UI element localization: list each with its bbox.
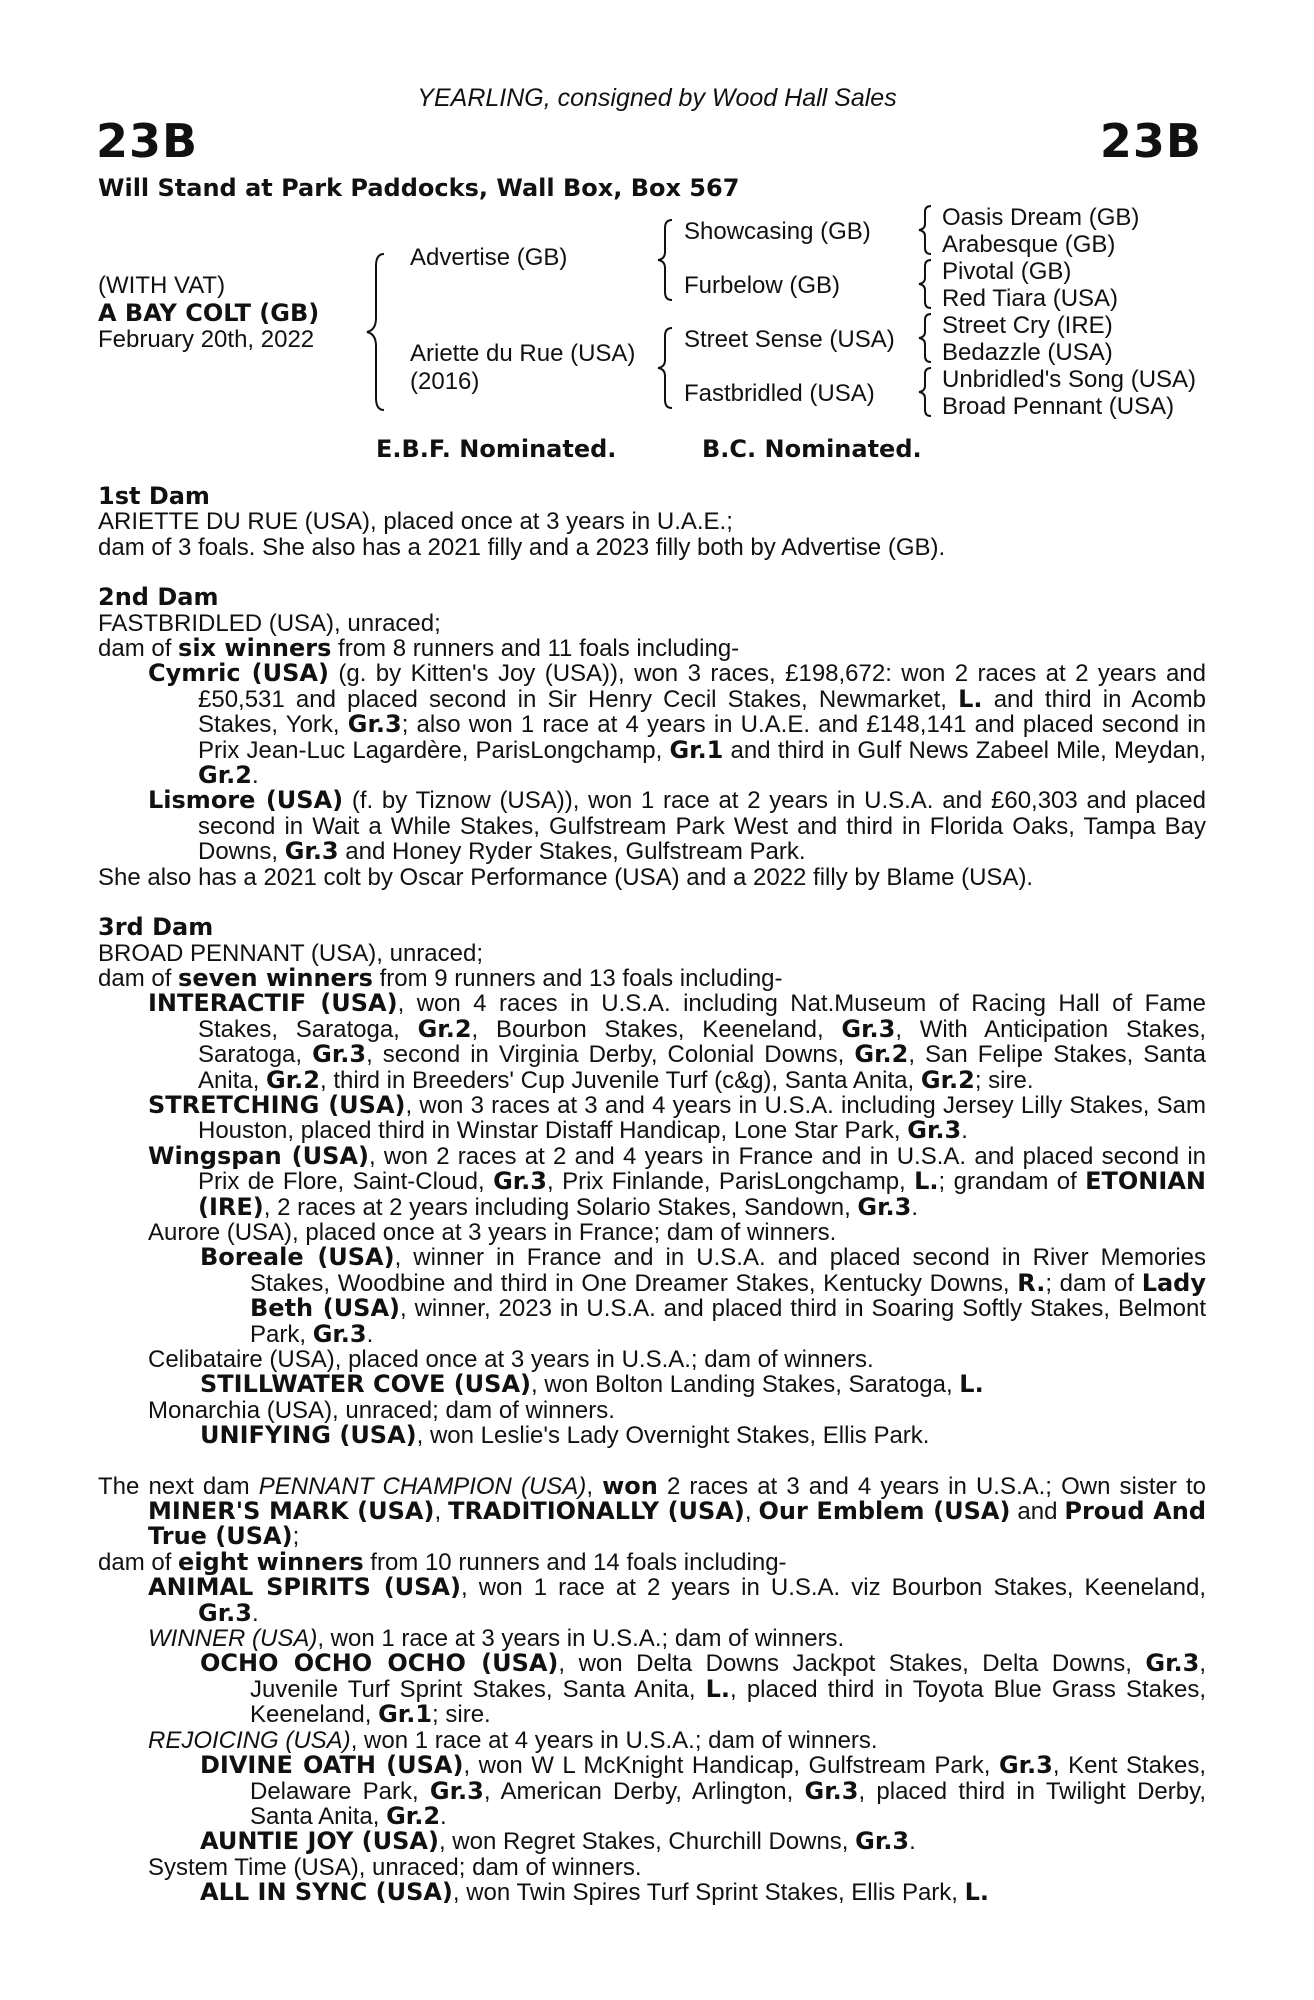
record-paragraph: DIVINE OATH (USA), won W L McKnight Handicap, Gulfstream Park, Gr.3, Kent Stakes, Delaware Park, Gr.3, American Derby, Arlington, Gr.3, placed third in Twilight Derby, Santa Anita, Gr.2. xyxy=(200,1751,1207,1830)
record-paragraph: ANIMAL SPIRITS (USA), won 1 race at 2 years in U.S.A. viz Bourbon Stakes, Keeneland, Gr.3. xyxy=(148,1573,1206,1627)
record-paragraph: dam of six winners from 8 runners and 11 foals including- xyxy=(98,634,740,663)
record-paragraph: STRETCHING (USA), won 3 races at 3 and 4 years in U.S.A. including Jersey Lilly Stakes, Sam Houston, placed third in Winstar Distaff Handicap, Lone Star Park, Gr.3. xyxy=(148,1090,1206,1145)
spacer xyxy=(98,890,1206,915)
foaling-date: February 20th, 2022 xyxy=(98,326,315,353)
record-paragraph: dam of eight winners from 10 runners and 14 foals including- xyxy=(98,1547,787,1576)
record-paragraph: The next dam PENNANT CHAMPION (USA), won 2 races at 3 and 4 years in U.S.A.; Own sister to MINER'S MARK (USA), TRADITIONALLY (USA), Our Emblem (USA) and Proud And True (USA); xyxy=(98,1471,1207,1551)
dam-sire: Street Sense (USA) xyxy=(684,326,895,353)
record-paragraph: dam of 3 foals. She also has a 2021 filly and a 2023 filly both by Advertise (GB). xyxy=(98,533,946,561)
dam-sire-dam: Bedazzle (USA) xyxy=(942,339,1113,366)
gen3-brace-1 xyxy=(916,204,934,256)
record-paragraph: Wingspan (USA), won 2 races at 2 and 4 years in France and in U.S.A. and placed second in Prix de Flore, Saint-Cloud, Gr.3, Prix Finlande, ParisLongchamp, L.; grandam of ETONIAN (IRE), 2 races at 2 years including Solario Stakes, Sandown, Gr.3. xyxy=(148,1141,1206,1221)
gen3-brace-3 xyxy=(916,312,934,364)
record-paragraph: Boreale (USA), winner in France and in U.S.A. and placed second in River Memories Stakes, Woodbine and third in One Dreamer Stakes, Kentucky Downs, R.; dam of Lady Beth (USA), winner, 2023 in U.S.A. and placed third in Soaring Softly Stakes, Belmont Park, Gr.3. xyxy=(200,1243,1207,1348)
sire-name: Advertise (GB) xyxy=(410,244,568,271)
record-paragraph: WINNER (USA), won 1 race at 3 years in U.S.A.; dam of winners. xyxy=(148,1625,845,1653)
bc-nomination: B.C. Nominated. xyxy=(702,435,922,463)
record-paragraph: System Time (USA), unraced; dam of winners. xyxy=(148,1853,642,1881)
record-paragraph: Cymric (USA) (g. by Kitten's Joy (USA)), won 3 races, £198,672: won 2 races at 2 years and £50,531 and placed second in Sir Henry Cecil Stakes, Newmarket, L. and third in Acomb Stakes, York, Gr.3; also won 1 race at 4 years in U.A.E. and £148,141 and placed second in Prix Jean-Luc Lagardère, ParisLongchamp, Gr.1 and third in Gulf News Zabeel Mile, Meydan, Gr.2. xyxy=(148,659,1207,790)
lot-subject-name: A BAY COLT (GB) xyxy=(98,299,320,327)
record-paragraph: Celibataire (USA), placed once at 3 years in U.S.A.; dam of winners. xyxy=(148,1346,874,1373)
stand-location: Will Stand at Park Paddocks, Wall Box, Box 567 xyxy=(98,174,740,202)
dam-foaled-year: (2016) xyxy=(410,368,480,395)
record-paragraph: Lismore (USA) (f. by Tiznow (USA)), won 1 race at 2 years in U.S.A. and £60,303 and placed second in Wait a While Stakes, Gulfstream Park West and third in Florida Oaks, Tampa Bay Downs, Gr.3 and Honey Ryder Stakes, Gulfstream Park. xyxy=(148,786,1206,866)
gen3-brace-2 xyxy=(916,258,934,310)
lot-number-left: 23B xyxy=(96,114,199,168)
spacer xyxy=(98,1449,1206,1474)
record-paragraph: Aurore (USA), placed once at 3 years in France; dam of winners. xyxy=(148,1218,837,1246)
dam-dam: Fastbridled (USA) xyxy=(684,380,875,407)
sire-dam-sire: Pivotal (GB) xyxy=(942,258,1072,285)
record-paragraph: OCHO OCHO OCHO (USA), won Delta Downs Jackpot Stakes, Delta Downs, Gr.3, Juvenile Turf Sprint Stakes, Santa Anita, L., placed third in Toyota Blue Grass Stakes, Keeneland, Gr.1; sire. xyxy=(200,1649,1207,1729)
sire-dam-dam: Red Tiara (USA) xyxy=(942,285,1119,312)
record-paragraph: INTERACTIF (USA), won 4 races in U.S.A. including Nat.Museum of Racing Hall of Fame Stakes, Saratoga, Gr.2, Bourbon Stakes, Keeneland, Gr.3, With Anticipation Stakes, Saratoga, Gr.3, second in Virginia Derby, Colonial Downs, Gr.2, San Felipe Stakes, Santa Anita, Gr.2, third in Breeders' Cup Juvenile Turf (c&g), Santa Anita, Gr.2; sire. xyxy=(148,989,1207,1094)
spacer xyxy=(98,560,1206,585)
record-paragraph: FASTBRIDLED (USA), unraced; xyxy=(98,609,441,637)
section-heading: 3rd Dam xyxy=(98,913,214,942)
sire-brace xyxy=(655,218,675,302)
section-heading: 2nd Dam xyxy=(98,583,219,612)
vat-note: (WITH VAT) xyxy=(98,272,226,299)
lot-number-right: 23B xyxy=(1099,114,1202,168)
dam-brace xyxy=(655,326,675,410)
catalogue-subtitle: YEARLING, consigned by Wood Hall Sales xyxy=(417,84,897,112)
record-paragraph: UNIFYING (USA), won Leslie's Lady Overnight Stakes, Ellis Park. xyxy=(200,1421,930,1450)
produce-record xyxy=(98,484,1206,1906)
sire-sire-dam: Arabesque (GB) xyxy=(942,231,1116,258)
record-paragraph: She also has a 2021 colt by Oscar Performance (USA) and a 2022 filly by Blame (USA). xyxy=(98,863,1034,891)
record-paragraph: REJOICING (USA), won 1 race at 4 years in U.S.A.; dam of winners. xyxy=(148,1726,878,1754)
dam-name: Ariette du Rue (USA) xyxy=(410,340,636,367)
sire-sire-sire: Oasis Dream (GB) xyxy=(942,204,1140,231)
record-paragraph: ARIETTE DU RUE (USA), placed once at 3 years in U.A.E.; xyxy=(98,508,733,536)
record-paragraph: Monarchia (USA), unraced; dam of winners. xyxy=(148,1396,615,1424)
sire-sire: Showcasing (GB) xyxy=(684,218,871,245)
record-paragraph: ALL IN SYNC (USA), won Twin Spires Turf Sprint Stakes, Ellis Park, L. xyxy=(200,1878,990,1907)
record-paragraph: AUNTIE JOY (USA), won Regret Stakes, Churchill Downs, Gr.3. xyxy=(200,1827,916,1856)
gen3-brace-4 xyxy=(916,366,934,418)
ebf-nomination: E.B.F. Nominated. xyxy=(376,435,617,463)
section-heading: 1st Dam xyxy=(98,482,210,510)
record-paragraph: BROAD PENNANT (USA), unraced; xyxy=(98,939,483,967)
pedigree-brace xyxy=(364,252,388,412)
record-paragraph: dam of seven winners from 9 runners and 13 foals including- xyxy=(98,963,783,992)
record-paragraph: STILLWATER COVE (USA), won Bolton Landing Stakes, Saratoga, L. xyxy=(200,1370,984,1399)
dam-sire-sire: Street Cry (IRE) xyxy=(942,312,1113,339)
dam-dam-sire: Unbridled's Song (USA) xyxy=(942,366,1197,393)
dam-dam-dam: Broad Pennant (USA) xyxy=(942,393,1175,420)
sire-dam: Furbelow (GB) xyxy=(684,272,841,299)
